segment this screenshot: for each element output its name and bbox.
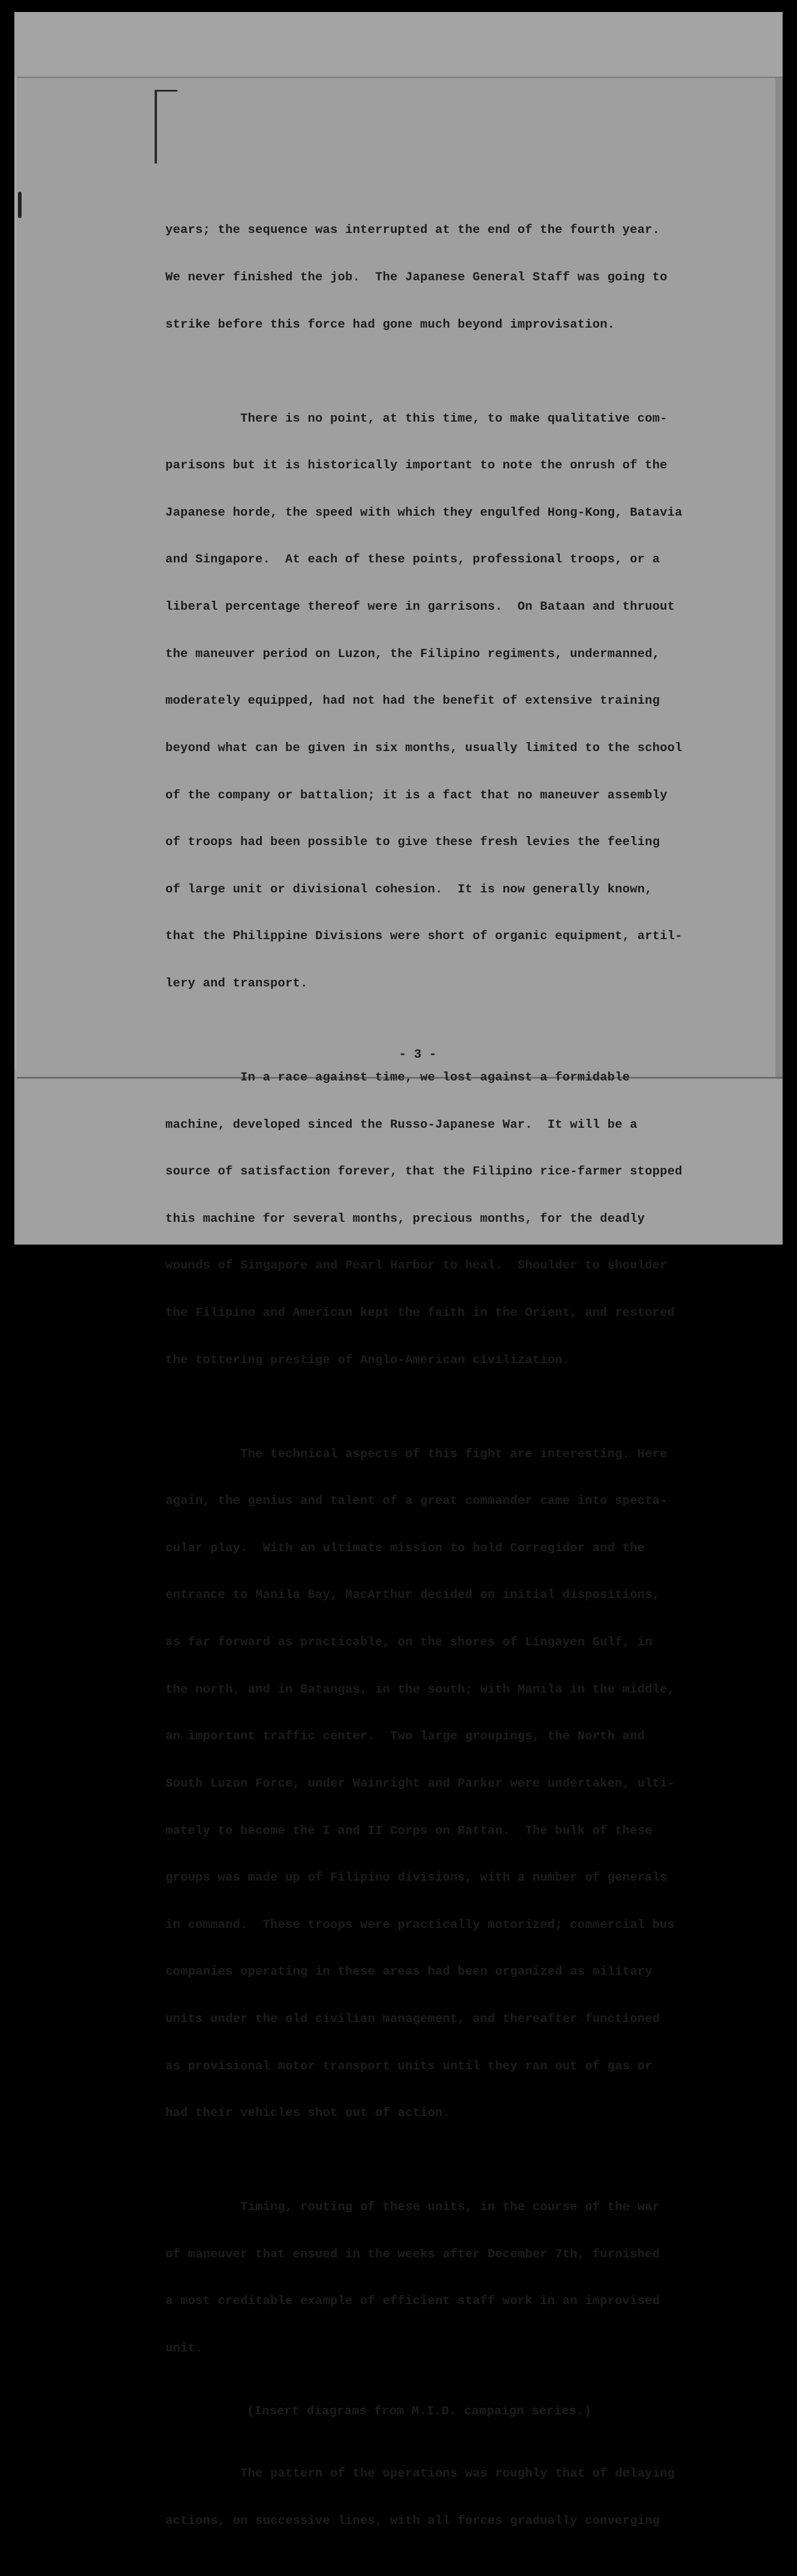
- text-line: Japanese horde, the speed with which they engulfed Hong-Kong, Batavia: [165, 505, 683, 520]
- text-line: liberal percentage thereof were in garrisons. On Bataan and thruout: [165, 600, 675, 615]
- text-line: a most creditable example of efficient staff work in an improvised: [165, 2295, 660, 2309]
- page-right-edge: [775, 78, 783, 1077]
- text-line: of maneuver that ensued in the weeks after December 7th, furnished: [165, 2247, 660, 2262]
- text-line: again, the genius and talent of a great commander came into specta-: [165, 1494, 668, 1509]
- binding-mark: [18, 192, 22, 218]
- backing-top-band: [14, 12, 783, 77]
- text-line: beyond what can be given in six months, usually limited to the school: [165, 741, 683, 755]
- text-line: that the Philippine Divisions were short of organic equipment, artil-: [165, 930, 683, 944]
- text-line: Timing, routing of these units, in the course of the war: [165, 2200, 660, 2215]
- text-line: The pattern of the operations was roughly that of delaying: [165, 2467, 675, 2481]
- text-line: actions, on successive lines, with all forces gradually converging: [165, 2514, 660, 2528]
- text-line: The technical aspects of this fight are interesting. Here: [165, 1447, 668, 1461]
- paper-clip-mark: [155, 90, 177, 164]
- paragraph: [165, 380, 723, 1023]
- text-line: years; the sequence was interrupted at the end of the fourth year.: [165, 223, 660, 238]
- insert-note: (Insert diagrams from M.I.D. campaign series.): [247, 2404, 592, 2418]
- text-line: unit.: [165, 2342, 203, 2356]
- text-line: this machine for several months, precious months, for the deadly: [165, 1212, 645, 1226]
- text-line: We never finished the job. The Japanese General Staff was going to: [165, 271, 668, 285]
- text-line: as provisional motor transport units until they ran out of gas or: [165, 2059, 653, 2073]
- text-line: source of satisfaction forever, that the Filipino rice-farmer stopped: [165, 1165, 683, 1179]
- text-line: the tottering prestige of Anglo-American civilization.: [165, 1353, 570, 1367]
- text-line: companies operating in these areas had been organized as military: [165, 1965, 653, 1979]
- text-line: There is no point, at this time, to make qualitative com-: [165, 411, 668, 426]
- text-line: had their vehicles shot out of action.: [165, 2106, 451, 2121]
- typed-page: [17, 77, 783, 2528]
- body-text: [165, 192, 723, 2576]
- text-line: the north, and in Batangas, in the south; with Manila in the middle,: [165, 1682, 675, 1697]
- text-line: units under the old civilian management, and thereafter functioned: [165, 2012, 660, 2026]
- text-line: moderately equipped, had not had the benefit of extensive training: [165, 694, 660, 709]
- text-line: as far forward as practicable, on the shores of Lingayen Gulf, in: [165, 1636, 653, 1650]
- text-line: in command. These troops were practically motorized; commercial bus: [165, 1918, 675, 1932]
- paragraph: [165, 2435, 723, 2561]
- text-line: entrance to Manila Bay, MacArthur decided on initial dispositions,: [165, 1588, 660, 1603]
- paragraph: [165, 192, 723, 364]
- text-line: the maneuver period on Luzon, the Filipino regiments, undermanned,: [165, 647, 660, 661]
- text-line: strike before this force had gone much beyond improvisation.: [165, 317, 615, 332]
- text-line: machine, developed sinced the Russo-Japanese War. It will be a: [165, 1118, 638, 1132]
- text-line: mately to become the I and II Corps on Battan. The bulk of these: [165, 1824, 653, 1838]
- backing-board: [14, 12, 783, 2528]
- text-line: lery and transport.: [165, 976, 308, 991]
- text-line: of troops had been possible to give these fresh levies the feeling: [165, 836, 660, 850]
- text-line: the Filipino and American kept the faith in the Orient, and restored: [165, 1306, 675, 1321]
- text-line: of the company or battalion; it is a fact that no maneuver assembly: [165, 788, 668, 803]
- text-line: an important traffic center. Two large groupings, the North and: [165, 1730, 645, 1744]
- paragraph: [165, 1415, 723, 2153]
- text-line: In a race against time, we lost against a formidable: [165, 1070, 630, 1085]
- text-line: cular play. With an ultimate mission to hold Corregidor and the: [165, 1541, 645, 1555]
- text-line: of large unit or divisional cohesion. It is now generally known,: [165, 882, 653, 897]
- page-number: - 3 -: [398, 1048, 437, 1062]
- paragraph: [165, 2169, 723, 2389]
- text-line: groups was made up of Filipino divisions, with a number of generals: [165, 1871, 668, 1885]
- text-line: parisons but it is historically important to note the onrush of the: [165, 459, 668, 473]
- text-line: and Singapore. At each of these points, professional troops, or a: [165, 553, 660, 567]
- paragraph: [165, 1039, 723, 1400]
- text-line: wounds of Singapore and Pearl Harbor to heal. Shoulder to shoulder: [165, 1259, 668, 1273]
- text-line: South Luzon Force, under Wainright and Parker were undertaken, ulti-: [165, 1776, 675, 1791]
